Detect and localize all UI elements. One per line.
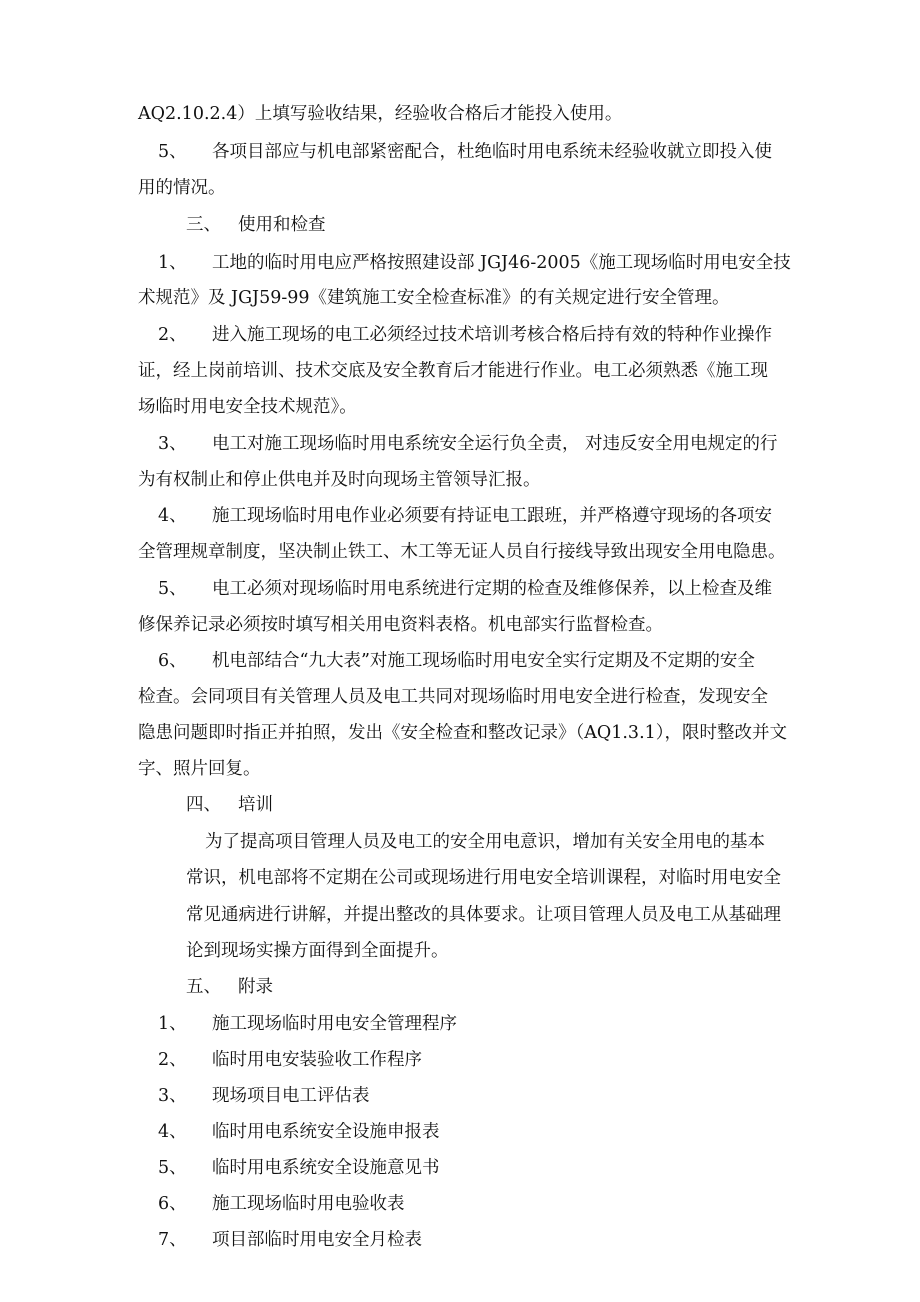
paragraph-line: 进入施工现场的电工必须经过技术培训考核合格后持有效的特种作业操作: [212, 325, 772, 345]
paragraph-line: 全管理规章制度，坚决制止铁工、木工等无证人员自行接线导致出现安全用电隐患。: [138, 542, 786, 562]
appendix-item: 施工现场临时用电安全管理程序: [212, 1014, 457, 1034]
item-number: 4、: [158, 506, 187, 526]
paragraph-line: 常见通病进行讲解，并提出整改的具体要求。让项目管理人员及电工从基础理: [186, 905, 781, 925]
paragraph-line: 为了提高项目管理人员及电工的安全用电意识，增加有关安全用电的基本: [205, 832, 765, 852]
paragraph-line: 机电部结合“九大表”对施工现场临时用电安全实行定期及不定期的安全: [212, 651, 755, 671]
appendix-item: 临时用电系统安全设施意见书: [212, 1158, 440, 1178]
intro-line: AQ2.10.2.4）上填写验收结果，经验收合格后才能投入使用。: [138, 104, 623, 124]
paragraph-line: 检查。会同项目有关管理人员及电工共同对现场临时用电安全进行检查，发现安全: [138, 687, 768, 707]
appendix-item: 项目部临时用电安全月检表: [212, 1230, 422, 1250]
paragraph-line: 修保养记录必须按时填写相关用电资料表格。机电部实行监督检查。: [138, 615, 663, 635]
appendix-number: 5、: [158, 1158, 187, 1178]
appendix-item: 现场项目电工评估表: [212, 1086, 370, 1106]
item-number: 6、: [158, 651, 187, 671]
paragraph-line: 术规范》及 JGJ59-99《建筑施工安全检查标准》的有关规定进行安全管理。: [138, 288, 730, 308]
appendix-number: 3、: [158, 1086, 187, 1106]
paragraph-line: 场临时用电安全技术规范》。: [138, 397, 357, 417]
paragraph-line: 证，经上岗前培训、技术交底及安全教育后才能进行作业。电工必须熟悉《施工现: [138, 361, 768, 381]
paragraph-line: 隐患问题即时指正并拍照，发出《安全检查和整改记录》（AQ1.3.1），限时整改并文: [138, 723, 788, 743]
item-number: 2、: [158, 325, 187, 345]
paragraph-line: 施工现场临时用电作业必须要有持证电工跟班，并严格遵守现场的各项安: [212, 506, 772, 526]
section-number: 三、: [186, 215, 221, 235]
paragraph-line: 电工必须对现场临时用电系统进行定期的检查及维修保养，以上检查及维: [212, 579, 772, 599]
section-title: 附录: [238, 977, 273, 997]
item-number: 5、: [158, 142, 187, 162]
section-number: 四、: [186, 795, 221, 815]
section-number: 五、: [186, 977, 221, 997]
paragraph-line: 字、照片回复。: [138, 759, 261, 779]
appendix-number: 4、: [158, 1122, 187, 1142]
paragraph-line: 为有权制止和停止供电并及时向现场主管领导汇报。: [138, 470, 541, 490]
appendix-item: 临时用电系统安全设施申报表: [212, 1122, 440, 1142]
paragraph-line: 各项目部应与机电部紧密配合，杜绝临时用电系统未经验收就立即投入使: [212, 142, 772, 162]
paragraph-line: 论到现场实操方面得到全面提升。: [186, 941, 449, 961]
paragraph-line: 用的情况。: [138, 178, 226, 198]
appendix-number: 7、: [158, 1230, 187, 1250]
item-number: 1、: [158, 253, 187, 273]
appendix-number: 1、: [158, 1014, 187, 1034]
paragraph-line: 工地的临时用电应严格按照建设部 JGJ46-2005《施工现场临时用电安全技: [212, 253, 791, 273]
paragraph-line: 电工对施工现场临时用电系统安全运行负全责， 对违反安全用电规定的行: [212, 434, 778, 454]
item-number: 3、: [158, 434, 187, 454]
paragraph-line: 常识，机电部将不定期在公司或现场进行用电安全培训课程，对临时用电安全: [186, 868, 781, 888]
appendix-number: 2、: [158, 1050, 187, 1070]
appendix-number: 6、: [158, 1194, 187, 1214]
appendix-item: 临时用电安装验收工作程序: [212, 1050, 422, 1070]
section-title: 使用和检查: [238, 215, 326, 235]
appendix-item: 施工现场临时用电验收表: [212, 1194, 405, 1214]
section-title: 培训: [238, 795, 273, 815]
item-number: 5、: [158, 579, 187, 599]
